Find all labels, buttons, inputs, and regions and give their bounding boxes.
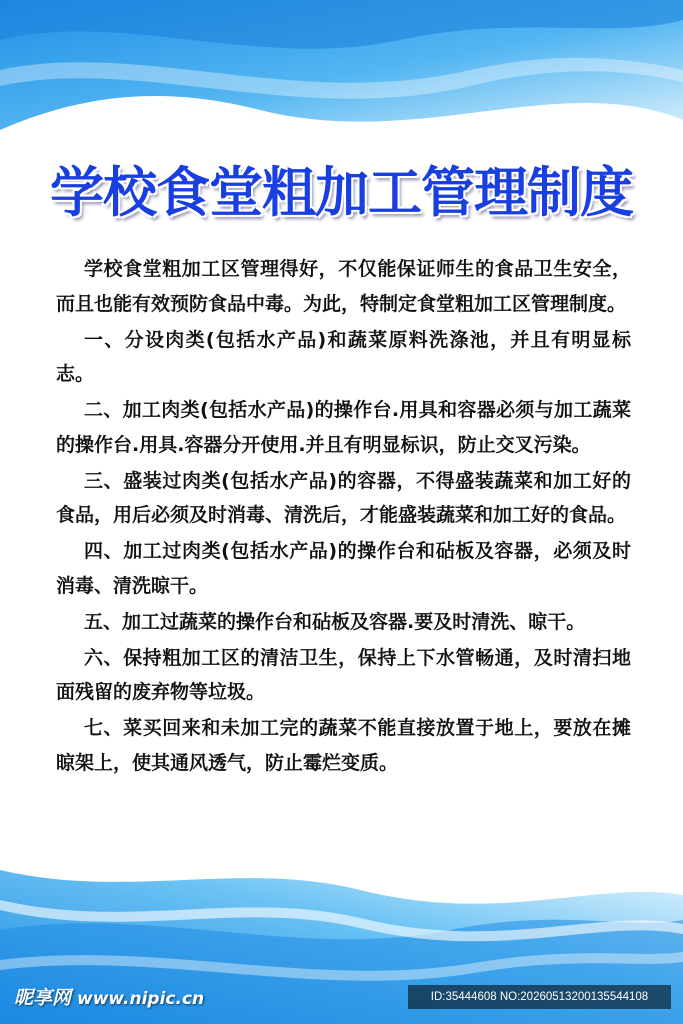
rule-item: 三、盛装过肉类(包括水产品)的容器，不得盛装蔬菜和加工好的食品，用后必须及时消毒、清洗后，才能盛装蔬菜和加工好的食品。 xyxy=(56,469,631,526)
rule-item: 二、加工肉类(包括水产品)的操作台.用具和容器必须与加工蔬菜的操作台.用具.容器分开使用.并且有明显标识，防止交叉污染。 xyxy=(56,399,631,456)
rule-item: 七、菜买回来和未加工完的蔬菜不能直接放置于地上，要放在摊晾架上，使其通风透气，防止霉烂变质。 xyxy=(56,717,631,774)
regulation-body xyxy=(56,252,631,782)
rule-item: 一、分设肉类(包括水产品)和蔬菜原料洗涤池，并且有明显标志。 xyxy=(56,328,631,385)
intro-paragraph: 学校食堂粗加工区管理得好，不仅能保证师生的食品卫生安全，而且也能有效预防食品中毒。为此，特制定食堂粗加工区管理制度。 xyxy=(56,258,631,315)
watermark-logo: 昵享网 xyxy=(14,987,72,1009)
rule-item: 六、保持粗加工区的清洁卫生，保持上下水管畅通，及时清扫地面残留的废弃物等垃圾。 xyxy=(56,646,631,703)
image-id-watermark: ID:35444608 NO:20260513200135544108 xyxy=(408,985,671,1009)
watermark-url: www.nipic.cn xyxy=(77,989,205,1009)
rule-item: 四、加工过肉类(包括水产品)的操作台和砧板及容器，必须及时消毒、清洗晾干。 xyxy=(56,540,631,597)
rule-item: 五、加工过蔬菜的操作台和砧板及容器.要及时清洗、晾干。 xyxy=(84,610,586,633)
page-title: 学校食堂粗加工管理制度 xyxy=(50,161,633,224)
site-watermark xyxy=(14,983,204,1010)
